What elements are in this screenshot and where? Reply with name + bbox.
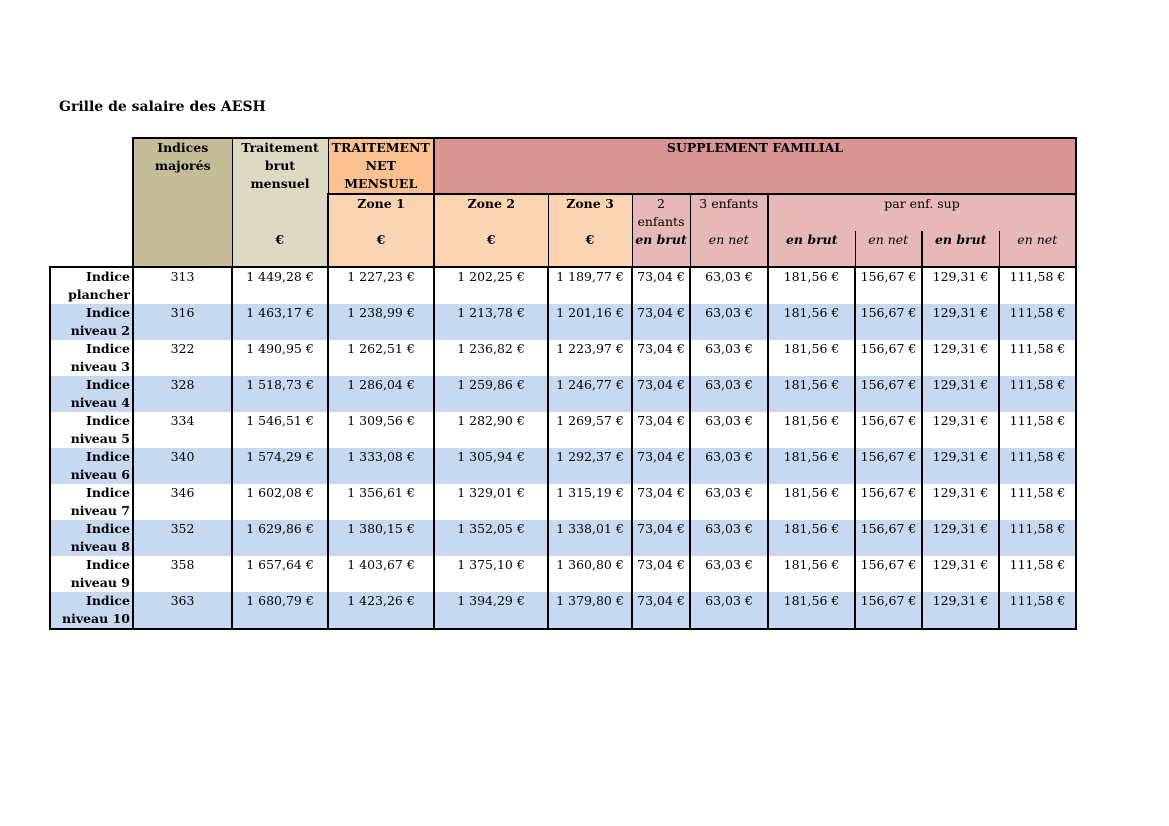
sup-net-cell: 111,58 € [999,340,1076,376]
enf3-net-cell: 156,67 € [855,520,922,556]
enf2-brut-cell: 73,04 € [632,448,690,484]
enf3-brut-cell: 181,56 € [768,304,855,340]
zone1-cell: 1 423,26 € [328,592,434,629]
corner-empty [50,194,133,231]
zone1-cell: 1 333,08 € [328,448,434,484]
zone1-cell: 1 262,51 € [328,340,434,376]
sup-brut-cell: 129,31 € [922,304,999,340]
row-label: Indice niveau 3 [50,340,133,376]
header-zone3: Zone 3 [548,194,632,231]
enf3-brut-cell: 181,56 € [768,556,855,592]
header-zone2: Zone 2 [434,194,548,231]
enf3-net-cell: 156,67 € [855,556,922,592]
enf2-brut-cell: 73,04 € [632,340,690,376]
zone2-cell: 1 329,01 € [434,484,548,520]
enf3-net-cell: 156,67 € [855,376,922,412]
indice-cell: 340 [133,448,232,484]
sup-net-cell: 111,58 € [999,448,1076,484]
enf2-brut-cell: 73,04 € [632,520,690,556]
table-row [50,520,1076,556]
header-zone2-unit: € [434,231,548,267]
zone3-cell: 1 315,19 € [548,484,632,520]
row-label: Indice niveau 9 [50,556,133,592]
sup-brut-cell: 129,31 € [922,592,999,629]
sup-net-cell: 111,58 € [999,267,1076,304]
indice-cell: 334 [133,412,232,448]
zone3-cell: 1 379,80 € [548,592,632,629]
header-zone1-unit: € [328,231,434,267]
enf2-net-cell: 63,03 € [690,412,768,448]
header-zone3-unit: € [548,231,632,267]
header-brut: Traitement brut mensuel [232,138,328,194]
enf3-brut-cell: 181,56 € [768,267,855,304]
sup-brut-cell: 129,31 € [922,484,999,520]
enf2-brut-cell: 73,04 € [632,412,690,448]
header-brut-fill [232,194,328,231]
sup-brut-cell: 129,31 € [922,448,999,484]
header-indices: Indices majorés [133,138,232,194]
table-row [50,376,1076,412]
zone1-cell: 1 238,99 € [328,304,434,340]
header-zone1: Zone 1 [328,194,434,231]
header-indices-fill [133,194,232,231]
zone2-cell: 1 259,86 € [434,376,548,412]
enf2-net-cell: 63,03 € [690,556,768,592]
sup-brut-cell: 129,31 € [922,556,999,592]
sup-brut-cell: 129,31 € [922,412,999,448]
header-2-enfants-net: en net [690,231,768,267]
header-par-enf-sup: par enf. sup [768,194,1076,231]
header-supplement-familial: SUPPLEMENT FAMILIAL [434,138,1076,194]
sup-net-cell: 111,58 € [999,376,1076,412]
table-row [50,412,1076,448]
header-brut-unit: € [232,231,328,267]
row-label: Indice niveau 4 [50,376,133,412]
enf3-net-cell: 156,67 € [855,484,922,520]
header-2-enfants: 2 enfants [632,194,690,231]
row-label: Indice niveau 10 [50,592,133,629]
zone3-cell: 1 269,57 € [548,412,632,448]
enf3-net-cell: 156,67 € [855,267,922,304]
row-label: Indice niveau 8 [50,520,133,556]
header-2-enfants-brut: en brut [632,231,690,267]
brut-cell: 1 602,08 € [232,484,328,520]
header-3-enfants: 3 enfants [690,194,768,231]
sup-net-cell: 111,58 € [999,592,1076,629]
enf3-brut-cell: 181,56 € [768,592,855,629]
zone2-cell: 1 352,05 € [434,520,548,556]
row-label: Indice plancher [50,267,133,304]
brut-cell: 1 680,79 € [232,592,328,629]
table-row [50,592,1076,629]
sup-net-cell: 111,58 € [999,484,1076,520]
header-net: TRAITEMENT NET MENSUEL [328,138,434,194]
enf3-brut-cell: 181,56 € [768,520,855,556]
zone3-cell: 1 223,97 € [548,340,632,376]
sup-brut-cell: 129,31 € [922,340,999,376]
enf2-brut-cell: 73,04 € [632,267,690,304]
enf3-net-cell: 156,67 € [855,340,922,376]
table-row [50,304,1076,340]
enf3-brut-cell: 181,56 € [768,340,855,376]
indice-cell: 316 [133,304,232,340]
zone3-cell: 1 201,16 € [548,304,632,340]
page-title: Grille de salaire des AESH [59,99,266,115]
enf3-brut-cell: 181,56 € [768,412,855,448]
header-3-enfants-brut: en brut [768,231,855,267]
zone3-cell: 1 360,80 € [548,556,632,592]
sup-net-cell: 111,58 € [999,520,1076,556]
zone3-cell: 1 292,37 € [548,448,632,484]
zone1-cell: 1 227,23 € [328,267,434,304]
zone2-cell: 1 375,10 € [434,556,548,592]
header-par-enf-sup-net: en net [999,231,1076,267]
zone1-cell: 1 380,15 € [328,520,434,556]
indice-cell: 352 [133,520,232,556]
enf2-net-cell: 63,03 € [690,267,768,304]
row-label: Indice niveau 6 [50,448,133,484]
zone3-cell: 1 189,77 € [548,267,632,304]
enf3-net-cell: 156,67 € [855,592,922,629]
zone2-cell: 1 236,82 € [434,340,548,376]
enf2-net-cell: 63,03 € [690,304,768,340]
brut-cell: 1 546,51 € [232,412,328,448]
table-row [50,448,1076,484]
brut-cell: 1 463,17 € [232,304,328,340]
enf3-net-cell: 156,67 € [855,448,922,484]
table-row [50,340,1076,376]
zone1-cell: 1 356,61 € [328,484,434,520]
enf2-brut-cell: 73,04 € [632,484,690,520]
corner-empty [50,138,133,194]
enf3-brut-cell: 181,56 € [768,448,855,484]
sup-brut-cell: 129,31 € [922,520,999,556]
enf2-net-cell: 63,03 € [690,484,768,520]
enf3-brut-cell: 181,56 € [768,376,855,412]
enf3-net-cell: 156,67 € [855,304,922,340]
row-label: Indice niveau 7 [50,484,133,520]
zone1-cell: 1 309,56 € [328,412,434,448]
indice-cell: 346 [133,484,232,520]
indice-cell: 363 [133,592,232,629]
sup-net-cell: 111,58 € [999,304,1076,340]
brut-cell: 1 657,64 € [232,556,328,592]
table-row [50,484,1076,520]
zone1-cell: 1 403,67 € [328,556,434,592]
corner-empty [50,231,133,267]
enf2-brut-cell: 73,04 € [632,376,690,412]
zone2-cell: 1 394,29 € [434,592,548,629]
sup-brut-cell: 129,31 € [922,267,999,304]
row-label: Indice niveau 2 [50,304,133,340]
table-row [50,267,1076,304]
brut-cell: 1 574,29 € [232,448,328,484]
zone3-cell: 1 246,77 € [548,376,632,412]
zone2-cell: 1 202,25 € [434,267,548,304]
brut-cell: 1 490,95 € [232,340,328,376]
indice-cell: 322 [133,340,232,376]
header-3-enfants-net: en net [855,231,922,267]
zone2-cell: 1 305,94 € [434,448,548,484]
indice-cell: 358 [133,556,232,592]
enf2-brut-cell: 73,04 € [632,592,690,629]
salary-grid-body [50,267,1076,629]
sup-net-cell: 111,58 € [999,556,1076,592]
brut-cell: 1 449,28 € [232,267,328,304]
header-indices-fill [133,231,232,267]
indice-cell: 313 [133,267,232,304]
enf2-net-cell: 63,03 € [690,376,768,412]
salary-grid-table [49,137,1077,630]
sup-brut-cell: 129,31 € [922,376,999,412]
enf2-net-cell: 63,03 € [690,448,768,484]
enf2-brut-cell: 73,04 € [632,556,690,592]
enf3-net-cell: 156,67 € [855,412,922,448]
enf2-net-cell: 63,03 € [690,520,768,556]
enf2-brut-cell: 73,04 € [632,304,690,340]
sup-net-cell: 111,58 € [999,412,1076,448]
zone2-cell: 1 213,78 € [434,304,548,340]
indice-cell: 328 [133,376,232,412]
table-row [50,556,1076,592]
zone1-cell: 1 286,04 € [328,376,434,412]
enf3-brut-cell: 181,56 € [768,484,855,520]
zone2-cell: 1 282,90 € [434,412,548,448]
enf2-net-cell: 63,03 € [690,340,768,376]
row-label: Indice niveau 5 [50,412,133,448]
brut-cell: 1 629,86 € [232,520,328,556]
enf2-net-cell: 63,03 € [690,592,768,629]
zone3-cell: 1 338,01 € [548,520,632,556]
brut-cell: 1 518,73 € [232,376,328,412]
header-par-enf-sup-brut: en brut [922,231,999,267]
